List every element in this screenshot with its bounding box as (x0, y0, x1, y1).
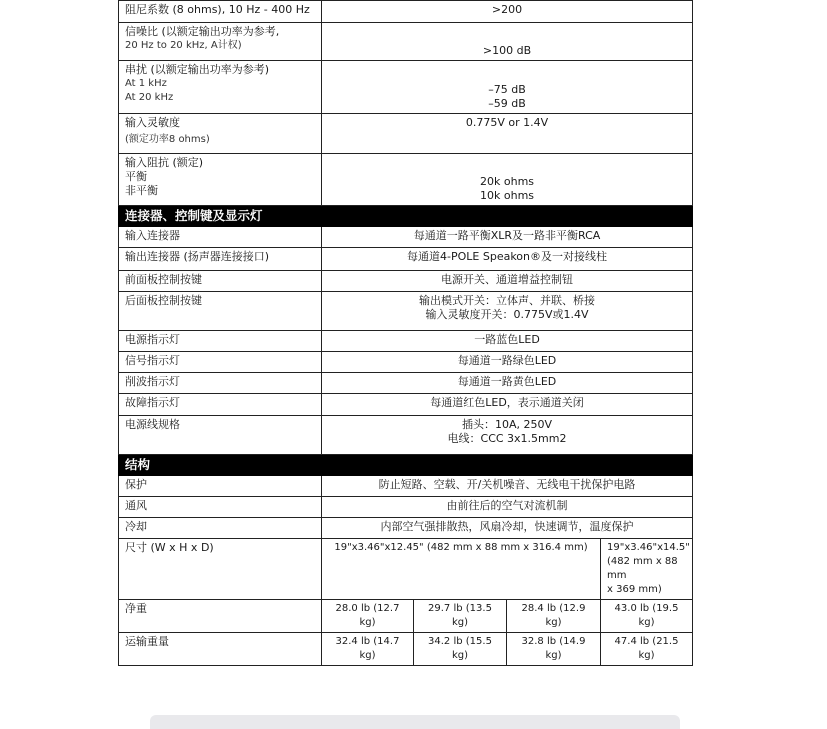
spec-value: >100 dB (322, 23, 693, 61)
spec-value-line: 输入灵敏度开关：0.775V或1.4V (425, 308, 589, 321)
spec-label-line: At 20 kHz (125, 92, 174, 103)
spec-value: 43.0 lb (19.5 kg) (601, 600, 693, 633)
spec-label: 阻尼系数 (8 ohms), 10 Hz - 400 Hz (119, 1, 322, 23)
spec-label-line: 信噪比 (以额定输出功率为参考, (125, 25, 280, 38)
spec-row (119, 271, 693, 292)
spec-row (119, 497, 693, 518)
next-page-edge (150, 715, 680, 729)
spec-label: 输出连接器 (扬声器连接接口) (119, 248, 322, 271)
spec-value-line: 电线：CCC 3x1.5mm2 (447, 432, 567, 445)
spec-row (119, 476, 693, 497)
spec-value: 电源开关、通道增益控制钮 (322, 271, 693, 292)
spec-value: 47.4 lb (21.5 kg) (601, 633, 693, 666)
spec-label: 电源指示灯 (119, 331, 322, 352)
spec-value (322, 61, 693, 114)
spec-value-line: 10k ohms (480, 189, 535, 202)
spec-row (119, 227, 693, 248)
spec-value (322, 154, 693, 206)
spec-row (119, 292, 693, 331)
spec-label: 故障指示灯 (119, 394, 322, 416)
spec-row (119, 248, 693, 271)
spec-row-ship-weight (119, 633, 693, 666)
spec-row-snr (119, 23, 693, 61)
spec-row (119, 373, 693, 394)
spec-value-line: 19"x3.46"x14.5" (607, 542, 690, 553)
spec-value: 32.4 lb (14.7 kg) (322, 633, 414, 666)
spec-row (119, 416, 693, 455)
spec-label: 通风 (119, 497, 322, 518)
spec-label: 电源线规格 (119, 416, 322, 455)
spec-row (119, 331, 693, 352)
spec-label: 信号指示灯 (119, 352, 322, 373)
spec-label-line: At 1 kHz (125, 78, 167, 89)
spec-value: 28.4 lb (12.9 kg) (507, 600, 601, 633)
spec-value: 每通道一路黄色LED (322, 373, 693, 394)
spec-value: 每通道一路绿色LED (322, 352, 693, 373)
spec-label (119, 154, 322, 206)
spec-value: 34.2 lb (15.5 kg) (414, 633, 507, 666)
spec-value (322, 416, 693, 455)
section-title: 结构 (119, 455, 693, 476)
spec-value-line: –75 dB (488, 83, 526, 96)
spec-value (322, 292, 693, 331)
spec-value-line: 插头：10A, 250V (461, 418, 553, 431)
spec-value-large-model (601, 539, 693, 600)
spec-label-line: 串扰 (以额定输出功率为参考) (125, 63, 270, 76)
spec-row (119, 352, 693, 373)
spec-label: 后面板控制按键 (119, 292, 322, 331)
spec-row (119, 394, 693, 416)
spec-label-line: 输入灵敏度 (125, 116, 180, 129)
spec-label-line: 平衡 (125, 170, 147, 183)
spec-value: 每通道一路平衡XLR及一路非平衡RCA (322, 227, 693, 248)
spec-label-line: 非平衡 (125, 184, 158, 197)
spec-label-line: (额定功率8 ohms) (125, 134, 210, 145)
spec-label-line: 20 Hz to 20 kHz, A计权) (125, 40, 242, 51)
spec-label: 前面板控制按键 (119, 271, 322, 292)
spec-label (119, 23, 322, 61)
spec-value: 0.775V or 1.4V (322, 114, 693, 154)
spec-value-line: 20k ohms (480, 175, 535, 188)
spec-value: >200 (322, 1, 693, 23)
spec-row-size (119, 539, 693, 600)
spec-value: 由前往后的空气对流机制 (322, 497, 693, 518)
spec-label: 冷却 (119, 518, 322, 539)
spec-label: 净重 (119, 600, 322, 633)
spec-value: 28.0 lb (12.7 kg) (322, 600, 414, 633)
spec-label (119, 114, 322, 154)
section-header-structure (119, 455, 693, 476)
spec-value: 每通道4-POLE Speakon®及一对接线柱 (322, 248, 693, 271)
spec-label: 输入连接器 (119, 227, 322, 248)
spec-value-line: –59 dB (488, 97, 526, 110)
spec-value-line: (482 mm x 88 mm (607, 556, 678, 581)
spec-label: 尺寸 (W x H x D) (119, 539, 322, 600)
spec-label: 运输重量 (119, 633, 322, 666)
spec-value: 内部空气强排散热，风扇冷却，快速调节，温度保护 (322, 518, 693, 539)
spec-label: 保护 (119, 476, 322, 497)
spec-row-impedance (119, 154, 693, 206)
section-header-connectors (119, 206, 693, 227)
spec-value-line: 输出模式开关：立体声、并联、桥接 (419, 294, 596, 307)
spec-row-damping (119, 1, 693, 23)
spec-row-sensitivity (119, 114, 693, 154)
spec-value: 每通道红色LED，表示通道关闭 (322, 394, 693, 416)
spec-value: 防止短路、空载、开/关机噪音、无线电干扰保护电路 (322, 476, 693, 497)
spec-value: 19"x3.46"x12.45" (482 mm x 88 mm x 316.4 mm) (322, 539, 601, 600)
spec-value-line: x 369 mm) (607, 584, 662, 595)
spec-value: 一路蓝色LED (322, 331, 693, 352)
spec-label (119, 61, 322, 114)
section-title: 连接器、控制键及显示灯 (119, 206, 693, 227)
spec-row-net-weight (119, 600, 693, 633)
spec-label-line: 输入阻抗 (额定) (125, 156, 204, 169)
spec-row-crosstalk (119, 61, 693, 114)
spec-row (119, 518, 693, 539)
spec-table (118, 0, 693, 666)
spec-label: 削波指示灯 (119, 373, 322, 394)
spec-value: 32.8 lb (14.9 kg) (507, 633, 601, 666)
spec-value: 29.7 lb (13.5 kg) (414, 600, 507, 633)
